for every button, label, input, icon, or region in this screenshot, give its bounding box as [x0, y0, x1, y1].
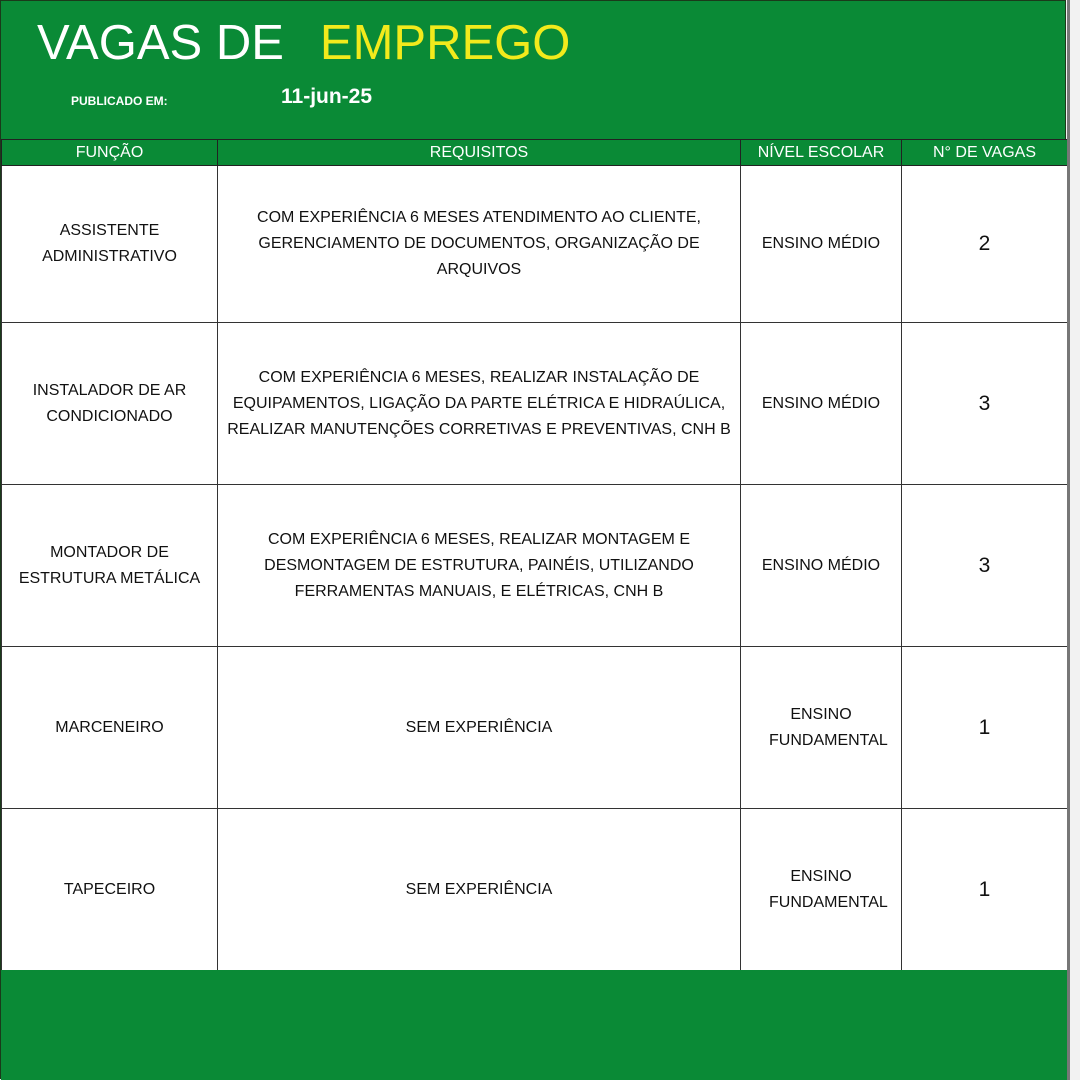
requirements: COM EXPERIÊNCIA 6 MESES, REALIZAR INSTALAÇÃO DE EQUIPAMENTOS, LIGAÇÃO DA PARTE ELÉTRICA E HIDRAÚLICA, REALIZAR MANUTENÇÕES CORRETIVAS E PREVENTIVAS, CNH B [218, 323, 741, 485]
openings-count: 2 [902, 166, 1068, 323]
table-row [2, 647, 1068, 809]
col-vagas: N° DE VAGAS [902, 140, 1068, 166]
sheet-edge [1067, 0, 1070, 1080]
openings-count: 3 [902, 485, 1068, 647]
education-level: ENSINO MÉDIO [741, 166, 902, 323]
job-title: INSTALADOR DE AR CONDICIONADO [2, 323, 218, 485]
jobs-table [1, 139, 1068, 971]
footer-band [1, 970, 1067, 1080]
title-yellow: EMPREGO [319, 16, 571, 70]
requirements: COM EXPERIÊNCIA 6 MESES ATENDIMENTO AO CLIENTE, GERENCIAMENTO DE DOCUMENTOS, ORGANIZAÇÃO DE ARQUIVOS [218, 166, 741, 323]
title-white: VAGAS DE [37, 16, 284, 70]
job-title: MARCENEIRO [2, 647, 218, 809]
requirements: SEM EXPERIÊNCIA [218, 809, 741, 971]
header-row [2, 140, 1068, 166]
requirements: COM EXPERIÊNCIA 6 MESES, REALIZAR MONTAGEM E DESMONTAGEM DE ESTRUTURA, PAINÉIS, UTILIZANDO FERRAMENTAS MANUAIS, E ELÉTRICAS, CNH B [218, 485, 741, 647]
col-nivel: NÍVEL ESCOLAR [741, 140, 902, 166]
requirements: SEM EXPERIÊNCIA [218, 647, 741, 809]
job-title: ASSISTENTE ADMINISTRATIVO [2, 166, 218, 323]
table-row [2, 809, 1068, 971]
table-row [2, 166, 1068, 323]
col-requisitos: REQUISITOS [218, 140, 741, 166]
education-level: ENSINO MÉDIO [741, 323, 902, 485]
openings-count: 1 [902, 647, 1068, 809]
table-row [2, 323, 1068, 485]
education-level: ENSINO FUNDAMENTAL [741, 809, 902, 971]
published-label: PUBLICADO EM: [71, 94, 168, 108]
col-funcao: FUNÇÃO [2, 140, 218, 166]
openings-count: 3 [902, 323, 1068, 485]
job-title: MONTADOR DE ESTRUTURA METÁLICA [2, 485, 218, 647]
table-row [2, 485, 1068, 647]
page-title [37, 15, 570, 71]
published-date: 11-jun-25 [281, 85, 373, 108]
job-title: TAPECEIRO [2, 809, 218, 971]
openings-count: 1 [902, 809, 1068, 971]
education-level: ENSINO FUNDAMENTAL [741, 647, 902, 809]
education-level: ENSINO MÉDIO [741, 485, 902, 647]
